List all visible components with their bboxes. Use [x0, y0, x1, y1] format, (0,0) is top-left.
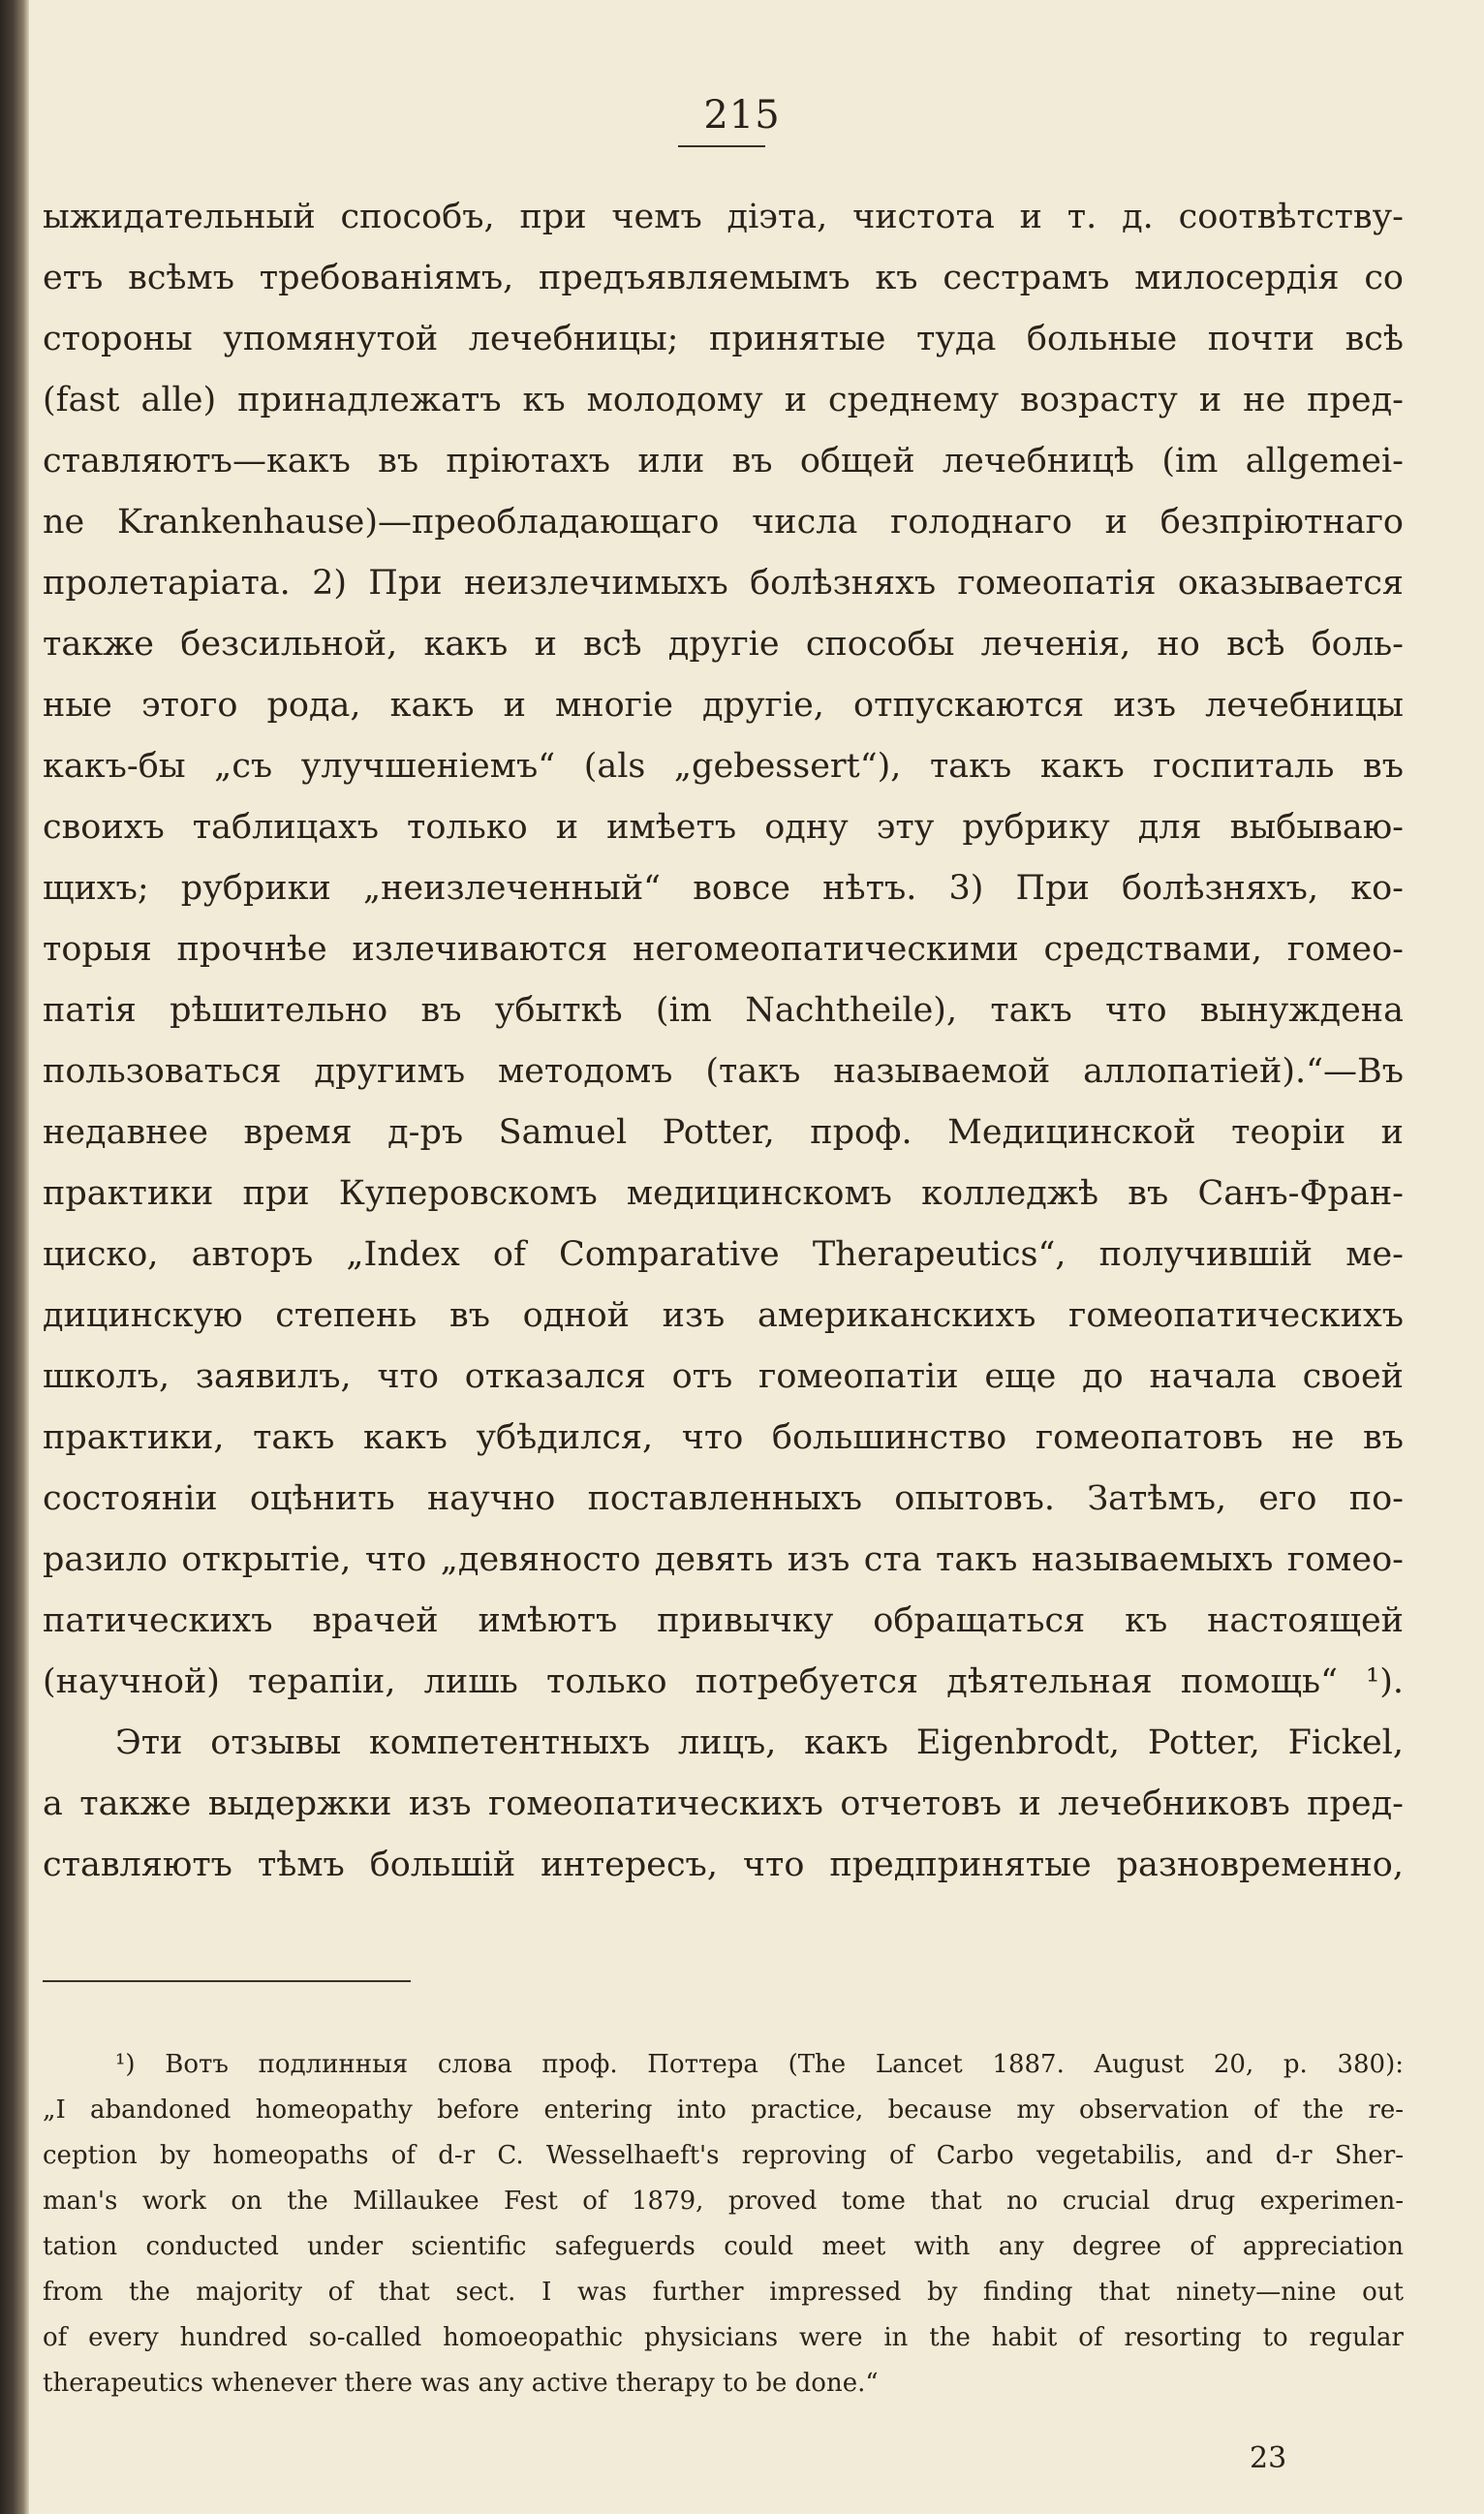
body-line: дицинскую степень въ одной изъ американскихъ гомеопатическихъ: [43, 1296, 1404, 1335]
footnote-line: of every hundred so-called homoeopathic physicians were in the habit of resorting to regular: [43, 2323, 1404, 2352]
body-text: [43, 187, 1404, 1896]
body-line: школъ, заявилъ, что отказался отъ гомеопатіи еще до начала своей: [43, 1357, 1404, 1396]
footnote-line: ception by homeopaths of d-r C. Wesselhaeft's reproving of Carbo vegetabilis, and d-r Sher-: [43, 2141, 1404, 2170]
body-line: етъ всѣмъ требованіямъ, предъявляемымъ къ сестрамъ милосердія со: [43, 259, 1404, 297]
body-line: щихъ; рубрики „неизлеченный“ вовсе нѣтъ. 3) При болѣзняхъ, ко-: [43, 869, 1404, 908]
body-line-paragraph-start: Эти отзывы компетентныхъ лицъ, какъ Eigenbrodt, Potter, Fickel,: [115, 1723, 1404, 1762]
body-line: недавнее время д-ръ Samuel Potter, проф. Медицинской теоріи и: [43, 1113, 1404, 1152]
body-line: патическихъ врачей имѣютъ привычку обращаться къ настоящей: [43, 1601, 1404, 1640]
footnote: [43, 2042, 1404, 2406]
footnote-line: from the majority of that sect. I was further impressed by finding that ninety—nine out: [43, 2278, 1404, 2307]
body-line: своихъ таблицахъ только и имѣетъ одну эту рубрику для выбываю-: [43, 808, 1404, 847]
body-line: разило открытіе, что „девяносто девять изъ ста такъ называемыхъ гомео-: [43, 1540, 1404, 1579]
footnote-line: therapeutics whenever there was any active therapy to be done.“: [43, 2369, 879, 2398]
body-line: (научной) терапіи, лишь только потребуется дѣятельная помощь“ ¹).: [43, 1662, 1404, 1701]
body-line: ные этого рода, какъ и многіе другіе, отпускаются изъ лечебницы: [43, 686, 1404, 725]
footnote-line: ¹) Вотъ подлинныя слова проф. Поттера (The Lancet 1887. August 20, p. 380):: [115, 2050, 1404, 2079]
body-line: ыжидательный способъ, при чемъ діэта, чистота и т. д. соотвѣтству-: [43, 198, 1404, 236]
body-line: какъ-бы „съ улучшеніемъ“ (als „gebessert“), такъ какъ госпиталь въ: [43, 747, 1404, 786]
page-number: 215: [703, 93, 781, 138]
book-binding-shadow: [0, 0, 29, 2514]
body-line: также безсильной, какъ и всѣ другіе способы леченія, но всѣ боль-: [43, 625, 1404, 664]
body-line: ставляютъ тѣмъ большій интересъ, что предпринятые разновременно,: [43, 1846, 1404, 1884]
body-line: циско, авторъ „Index of Comparative Therapeutics“, получившій ме-: [43, 1235, 1404, 1274]
footnote-line: „I abandoned homeopathy before entering into practice, because my observation of the re-: [43, 2095, 1404, 2125]
body-line: а также выдержки изъ гомеопатическихъ отчетовъ и лечебниковъ пред-: [43, 1785, 1404, 1823]
body-line: пользоваться другимъ методомъ (такъ называемой аллопатіей).“—Въ: [43, 1052, 1404, 1091]
body-line: патія рѣшительно въ убыткѣ (im Nachtheile), такъ что вынуждена: [43, 991, 1404, 1030]
footnote-line: man's work on the Millaukee Fest of 1879, proved tome that no crucial drug experimen-: [43, 2187, 1404, 2216]
footnote-rule: [43, 1980, 411, 1982]
footnote-line: tation conducted under scientific safeguerds could meet with any degree of appreciation: [43, 2232, 1404, 2261]
body-line: торыя прочнѣе излечиваются негомеопатическими средствами, гомео-: [43, 930, 1404, 969]
page-number-rule: [678, 145, 765, 147]
body-line: пролетаріата. 2) При неизлечимыхъ болѣзняхъ гомеопатія оказывается: [43, 564, 1404, 603]
body-line: практики при Куперовскомъ медицинскомъ колледжѣ въ Санъ-Фран-: [43, 1174, 1404, 1213]
body-line: (fast alle) принадлежатъ къ молодому и среднему возрасту и не пред-: [43, 381, 1404, 419]
signature-mark: 23: [1250, 2441, 1287, 2475]
body-line: ne Krankenhause)—преобладающаго числа голоднаго и безпріютнаго: [43, 503, 1404, 542]
body-line: состояніи оцѣнить научно поставленныхъ опытовъ. Затѣмъ, его по-: [43, 1479, 1404, 1518]
body-line: ставляютъ—какъ въ пріютахъ или въ общей лечебницѣ (im allgemei-: [43, 442, 1404, 481]
body-line: практики, такъ какъ убѣдился, что большинство гомеопатовъ не въ: [43, 1418, 1404, 1457]
body-line: стороны упомянутой лечебницы; принятые туда больные почти всѣ: [43, 320, 1404, 358]
